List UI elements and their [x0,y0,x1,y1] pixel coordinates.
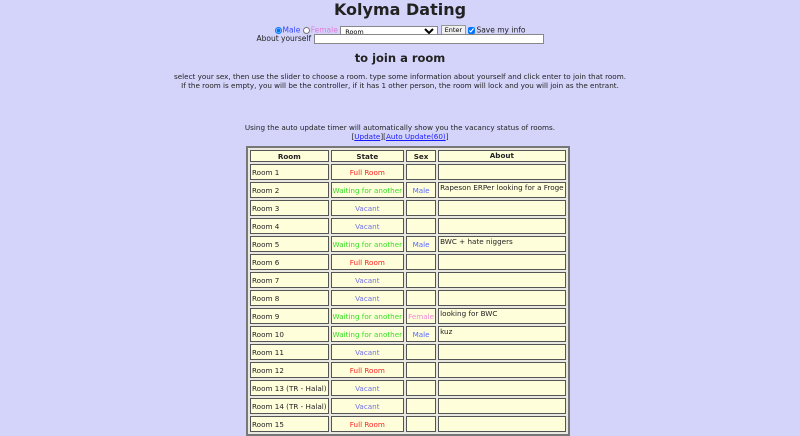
room-state: Waiting for another [331,236,405,252]
header-state: State [331,150,405,162]
table-row[interactable] [250,254,566,270]
room-sex [406,416,436,432]
room-state: Vacant [331,218,405,234]
bracket-close: ] [445,132,449,141]
room-about [438,200,565,216]
table-row[interactable] [250,362,566,378]
instructions-line-1: select your sex, then use the slider to choose a room. type some information about yourself and click enter to join that room. [174,72,626,81]
header-about: About [438,150,565,162]
table-row[interactable] [250,164,566,180]
about-label: About yourself [256,34,312,43]
room-name: Room 14 (TR - Halal) [250,398,329,414]
room-about [438,254,565,270]
male-label[interactable]: Male [282,25,301,35]
room-name: Room 4 [250,218,329,234]
room-state: Vacant [331,200,405,216]
room-name: Room 6 [250,254,329,270]
room-state: Waiting for another [331,326,405,342]
subtitle: to join a room [354,51,446,65]
room-about [438,290,565,306]
male-radio[interactable] [275,27,282,34]
room-sex [406,380,436,396]
page-title: Kolyma Dating [333,0,467,19]
room-name: Room 10 [250,326,329,342]
room-about: Rapeson ERPer looking for a Froge [438,182,565,198]
female-label[interactable]: Female [310,25,338,35]
table-row[interactable] [250,200,566,216]
save-info-label[interactable]: Save my info [476,25,526,35]
room-about [438,416,565,432]
room-state: Vacant [331,344,405,360]
room-name: Room 9 [250,308,329,324]
room-sex [406,218,436,234]
table-row[interactable] [250,308,566,324]
room-about [438,164,565,180]
table-row[interactable] [250,182,566,198]
room-sex [406,398,436,414]
table-row[interactable] [250,416,566,432]
room-rows [250,164,566,432]
table-row[interactable] [250,236,566,252]
room-state: Vacant [331,290,405,306]
room-state: Vacant [331,272,405,288]
update-link[interactable]: Update [354,132,381,141]
enter-button[interactable]: Enter [441,25,466,36]
room-name: Room 15 [250,416,329,432]
timer-links [0,132,800,141]
room-about: kuz [438,326,565,342]
room-about [438,344,565,360]
about-row [0,34,800,44]
room-state: Waiting for another [331,308,405,324]
room-sex: Male [406,326,436,342]
room-sex [406,290,436,306]
room-about: BWC + hate niggers [438,236,565,252]
room-state: Full Room [331,416,405,432]
auto-update-link[interactable]: Auto Update(60) [385,132,446,141]
about-input[interactable] [314,34,544,44]
room-sex [406,164,436,180]
room-about [438,398,565,414]
room-sex [406,344,436,360]
bracket-open: [ [351,132,355,141]
room-sex: Male [406,182,436,198]
table-header-row [250,150,566,162]
room-table [246,146,570,436]
room-state: Full Room [331,362,405,378]
room-about [438,362,565,378]
room-sex: Female [406,308,436,324]
save-info-checkbox[interactable] [468,27,475,34]
room-about [438,380,565,396]
table-row[interactable] [250,272,566,288]
room-sex [406,200,436,216]
room-name: Room 8 [250,290,329,306]
table-row[interactable] [250,218,566,234]
room-state: Vacant [331,380,405,396]
room-state: Full Room [331,254,405,270]
bracket-mid: ][ [380,132,386,141]
room-sex: Male [406,236,436,252]
header-sex: Sex [406,150,436,162]
room-name: Room 3 [250,200,329,216]
room-name: Room 11 [250,344,329,360]
room-about: looking for BWC [438,308,565,324]
room-sex [406,254,436,270]
room-about [438,218,565,234]
timer-note: Using the auto update timer will automatically show you the vacancy status of rooms. [244,123,556,132]
instructions [0,72,800,90]
room-sex [406,272,436,288]
room-name: Room 12 [250,362,329,378]
table-row[interactable] [250,344,566,360]
table-row[interactable] [250,326,566,342]
room-state: Full Room [331,164,405,180]
room-state: Waiting for another [331,182,405,198]
table-row[interactable] [250,398,566,414]
instructions-line-2: If the room is empty, you will be the controller, if it has 1 other person, the room will lock and you will join as the entrant. [181,81,619,90]
room-name: Room 13 (TR - Halal) [250,380,329,396]
room-sex [406,362,436,378]
room-about [438,272,565,288]
room-name: Room 7 [250,272,329,288]
header-room: Room [250,150,329,162]
table-row[interactable] [250,380,566,396]
room-name: Room 5 [250,236,329,252]
room-name: Room 2 [250,182,329,198]
room-name: Room 1 [250,164,329,180]
female-radio[interactable] [303,27,310,34]
room-state: Vacant [331,398,405,414]
table-row[interactable] [250,290,566,306]
